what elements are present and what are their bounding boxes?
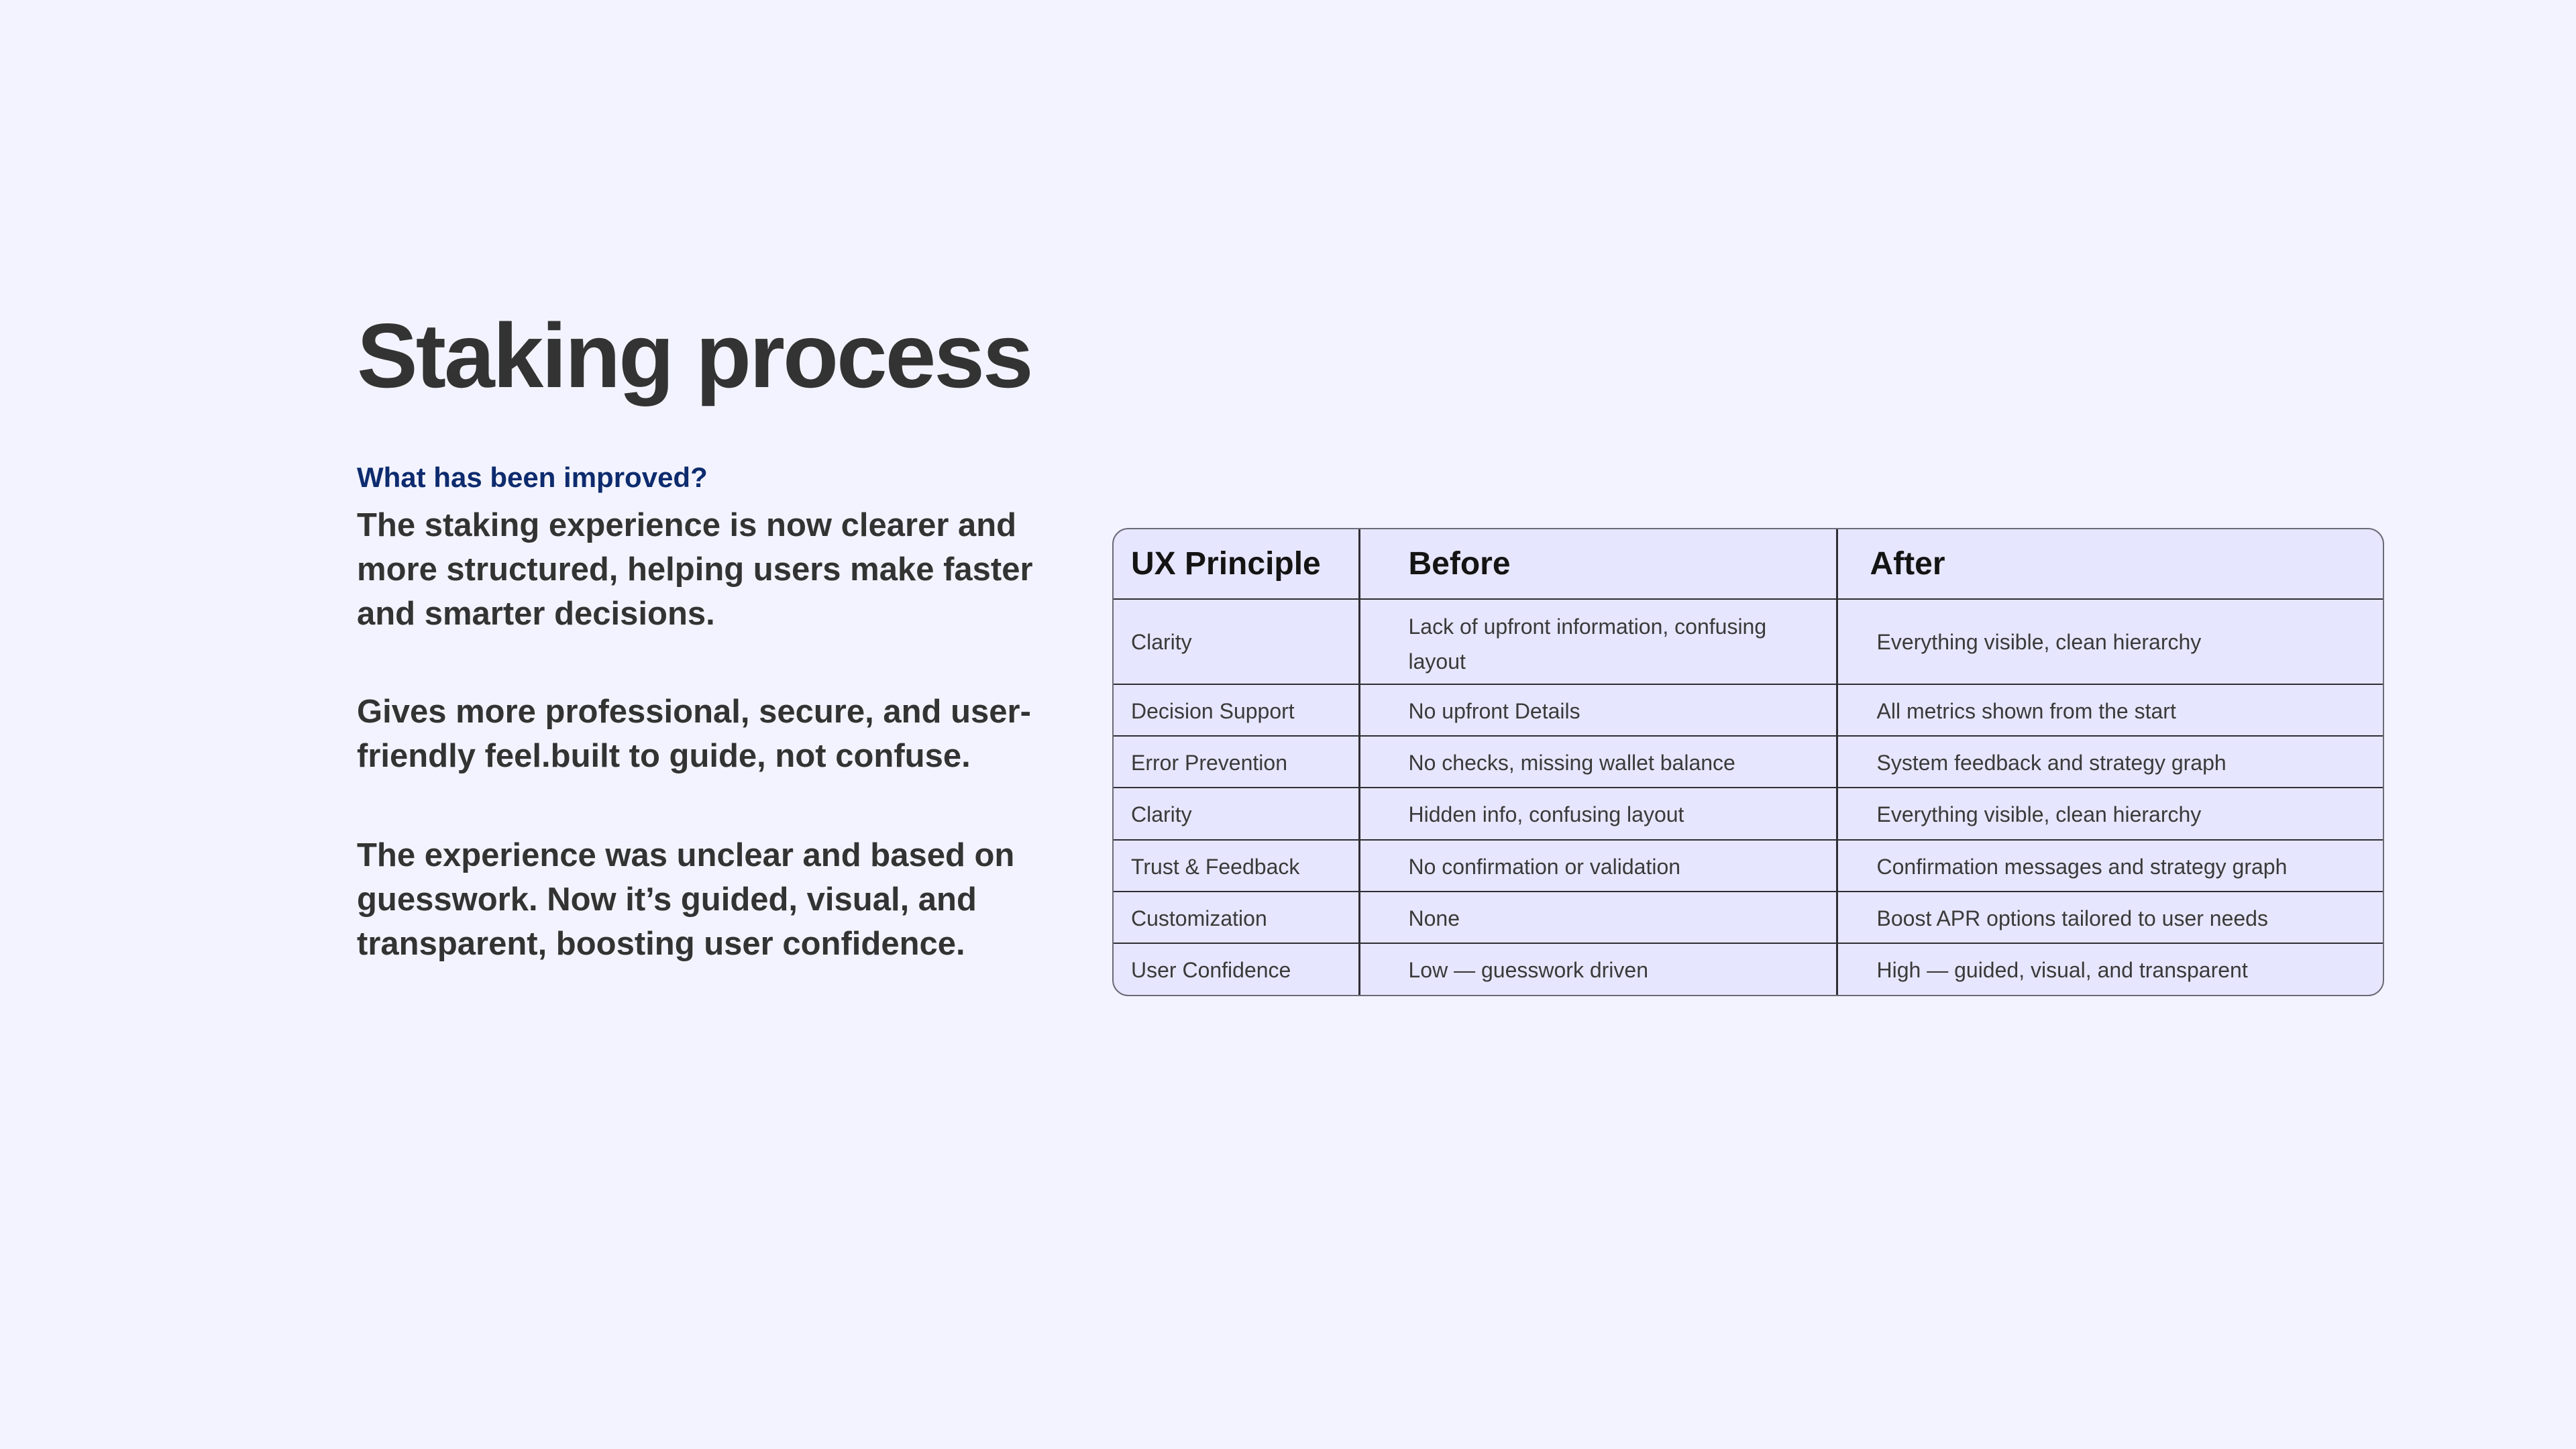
cell-before: Low — guesswork driven bbox=[1359, 943, 1837, 995]
header-after: After bbox=[1837, 529, 2383, 599]
table-row bbox=[1114, 943, 2383, 995]
feel-paragraph: Gives more professional, secure, and user-friendly feel.built to guide, not confuse. bbox=[357, 694, 1031, 774]
header-before: Before bbox=[1359, 529, 1837, 599]
cell-principle: Decision Support bbox=[1114, 684, 1359, 736]
cell-before: No checks, missing wallet balance bbox=[1359, 736, 1837, 788]
table-row bbox=[1114, 892, 2383, 943]
cell-before: None bbox=[1359, 892, 1837, 943]
section-subheading: What has been improved? bbox=[357, 462, 708, 493]
table-row bbox=[1114, 788, 2383, 839]
table-row bbox=[1114, 840, 2383, 892]
cell-principle: Customization bbox=[1114, 892, 1359, 943]
table-row bbox=[1114, 736, 2383, 788]
table-header-row bbox=[1114, 529, 2383, 599]
cell-principle: Clarity bbox=[1114, 788, 1359, 839]
cell-before: No confirmation or validation bbox=[1359, 840, 1837, 892]
cell-principle: Error Prevention bbox=[1114, 736, 1359, 788]
page-title: Staking process bbox=[357, 305, 1032, 407]
cell-after: Boost APR options tailored to user needs bbox=[1837, 892, 2383, 943]
cell-principle: User Confidence bbox=[1114, 943, 1359, 995]
table-row bbox=[1114, 684, 2383, 736]
header-ux-principle: UX Principle bbox=[1131, 545, 1321, 582]
cell-after: Confirmation messages and strategy graph bbox=[1837, 840, 2383, 892]
confidence-paragraph: The experience was unclear and based on guesswork. Now it’s guided, visual, and transparent, boosting user confidence. bbox=[357, 837, 1015, 962]
cell-principle: Clarity bbox=[1114, 599, 1359, 684]
cell-before: Hidden info, confusing layout bbox=[1359, 788, 1837, 839]
cell-after: High — guided, visual, and transparent bbox=[1837, 943, 2383, 995]
intro-paragraph: The staking experience is now clearer and more structured, helping users make faster and smarter decisions. bbox=[357, 507, 1033, 632]
cell-before: Lack of upfront information, confusing layout bbox=[1359, 599, 1837, 684]
table-row bbox=[1114, 599, 2383, 684]
cell-after: All metrics shown from the start bbox=[1837, 684, 2383, 736]
cell-before: No upfront Details bbox=[1359, 684, 1837, 736]
cell-after: Everything visible, clean hierarchy bbox=[1837, 788, 2383, 839]
cell-principle: Trust & Feedback bbox=[1114, 840, 1359, 892]
cell-after: Everything visible, clean hierarchy bbox=[1837, 599, 2383, 684]
cell-after: System feedback and strategy graph bbox=[1837, 736, 2383, 788]
comparison-table bbox=[1112, 528, 2384, 996]
